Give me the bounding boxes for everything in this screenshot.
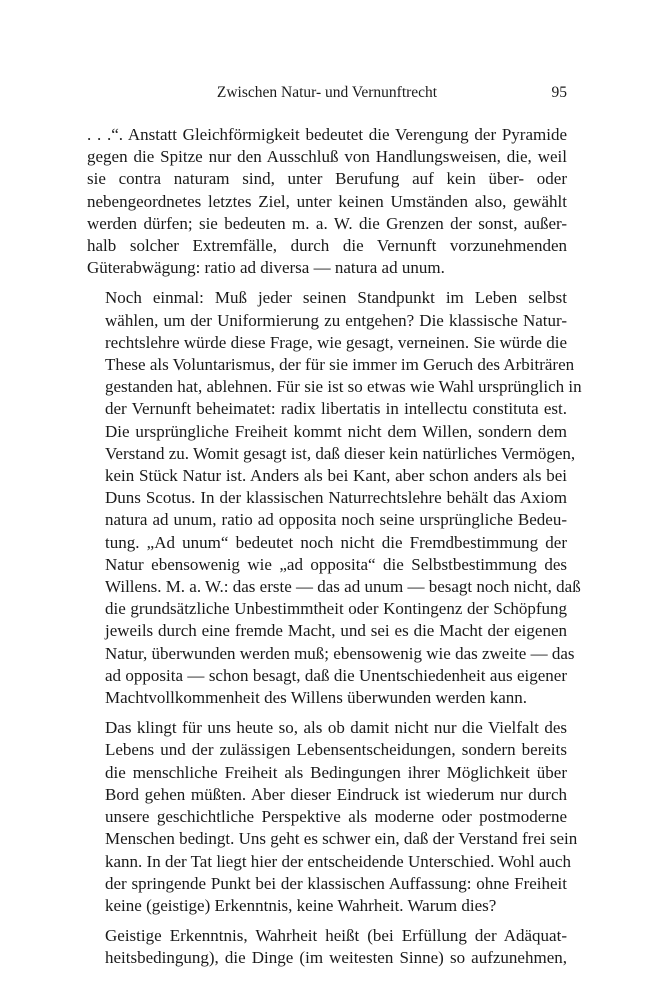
paragraph	[87, 925, 567, 969]
text-line: der Vernunft beheimatet: radix libertatis in intellectu constituta est.	[105, 399, 567, 419]
paragraph	[87, 287, 582, 709]
text-line: die menschliche Freiheit als Bedingungen ihrer Möglichkeit über	[105, 762, 567, 782]
paragraph	[87, 124, 567, 279]
text-line: . . .“. Anstatt Gleichförmigkeit bedeutet die Verengung der Pyramide	[87, 125, 567, 144]
text-line: Lebens und der zulässigen Lebensentscheidungen, sondern bereits	[105, 740, 567, 760]
book-page	[87, 80, 582, 978]
body-text	[87, 124, 582, 970]
text-line: Noch einmal: Muß jeder seinen Standpunkt im Leben selbst	[105, 288, 567, 308]
text-line: Machtvollkommenheit des Willens überwunden werden kann.	[105, 688, 528, 708]
text-line: kein Stück Natur ist. Anders als bei Kant, aber schon anders als bei	[105, 466, 567, 486]
text-line: die grundsätzliche Unbestimmtheit oder Kontingenz der Schöpfung	[105, 599, 567, 619]
text-line: Menschen bedingt. Uns geht es schwer ein, daß der Verstand frei sein	[105, 829, 578, 849]
text-line: Geistige Erkenntnis, Wahrheit heißt (bei Erfüllung der Adäquat-	[105, 926, 567, 946]
text-line: Güterabwägung: ratio ad diversa — natura ad unum.	[87, 258, 445, 278]
text-line: tung. „Ad unum“ bedeutet noch nicht die Fremdbestimmung der	[105, 532, 567, 552]
text-line: keine (geistige) Erkenntnis, keine Wahrheit. Warum dies?	[105, 895, 497, 915]
text-line: rechtslehre würde diese Frage, wie gesagt, verneinen. Sie würde die	[105, 332, 567, 352]
text-line: nebengeordnetes letztes Ziel, unter keinen Umständen also, gewählt	[87, 191, 567, 211]
text-line: natura ad unum, ratio ad opposita noch seine ursprüngliche Bedeu-	[105, 510, 567, 530]
text-line: These als Voluntarismus, der für sie immer im Geruch des Arbiträren	[105, 355, 575, 375]
text-line: Willens. M. a. W.: das erste — das ad unum — besagt noch nicht, daß	[105, 577, 581, 597]
text-line: ad opposita — schon besagt, daß die Unentschiedenheit aus eigener	[105, 665, 567, 685]
paragraph	[87, 717, 578, 917]
text-line: Verstand zu. Womit gesagt ist, daß dieser kein natürliches Vermögen,	[105, 443, 576, 463]
text-line: unsere geschichtliche Perspektive als moderne oder postmoderne	[105, 807, 567, 827]
text-line: heitsbedingung), die Dinge (im weitesten Sinne) so aufzunehmen,	[105, 948, 567, 968]
running-head	[87, 80, 567, 106]
text-line: jeweils durch eine fremde Macht, und sei es die Macht der eigenen	[105, 621, 567, 641]
text-line: Das klingt für uns heute so, als ob damit nicht nur die Vielfalt des	[105, 718, 567, 738]
text-line: wählen, um der Uniformierung zu entgehen? Die klassische Natur-	[105, 310, 567, 330]
text-line: werden dürfen; sie bedeuten m. a. W. die Grenzen der sonst, außer-	[87, 213, 567, 233]
running-title: Zwischen Natur- und Vernunftrecht	[216, 84, 438, 101]
text-line: Natur, überwunden werden muß; ebensowenig wie das zweite — das	[105, 643, 575, 663]
text-line: Bord gehen müßten. Aber dieser Eindruck ist wiederum nur durch	[105, 784, 567, 804]
text-line: halb solcher Extremfälle, durch die Vernunft vorzunehmenden	[87, 236, 567, 256]
text-line: gegen die Spitze nur den Ausschluß von Handlungsweisen, die, weil	[87, 147, 567, 167]
text-line: der springende Punkt bei der klassischen Auffassung: ohne Freiheit	[105, 873, 567, 893]
page-number: 95	[551, 84, 567, 101]
text-line: sie contra naturam sind, unter Berufung auf kein über- oder	[87, 169, 567, 189]
text-line: kann. In der Tat liegt hier der entscheidende Unterschied. Wohl auch	[105, 851, 572, 871]
text-line: gestanden hat, ablehnen. Für sie ist so etwas wie Wahl ursprünglich in	[105, 377, 582, 397]
text-line: Natur ebensowenig wie „ad opposita“ die Selbstbestimmung des	[105, 554, 567, 574]
text-line: Duns Scotus. In der klassischen Naturrechtslehre behält das Axiom	[105, 488, 567, 508]
text-line: Die ursprüngliche Freiheit kommt nicht dem Willen, sondern dem	[105, 421, 567, 441]
